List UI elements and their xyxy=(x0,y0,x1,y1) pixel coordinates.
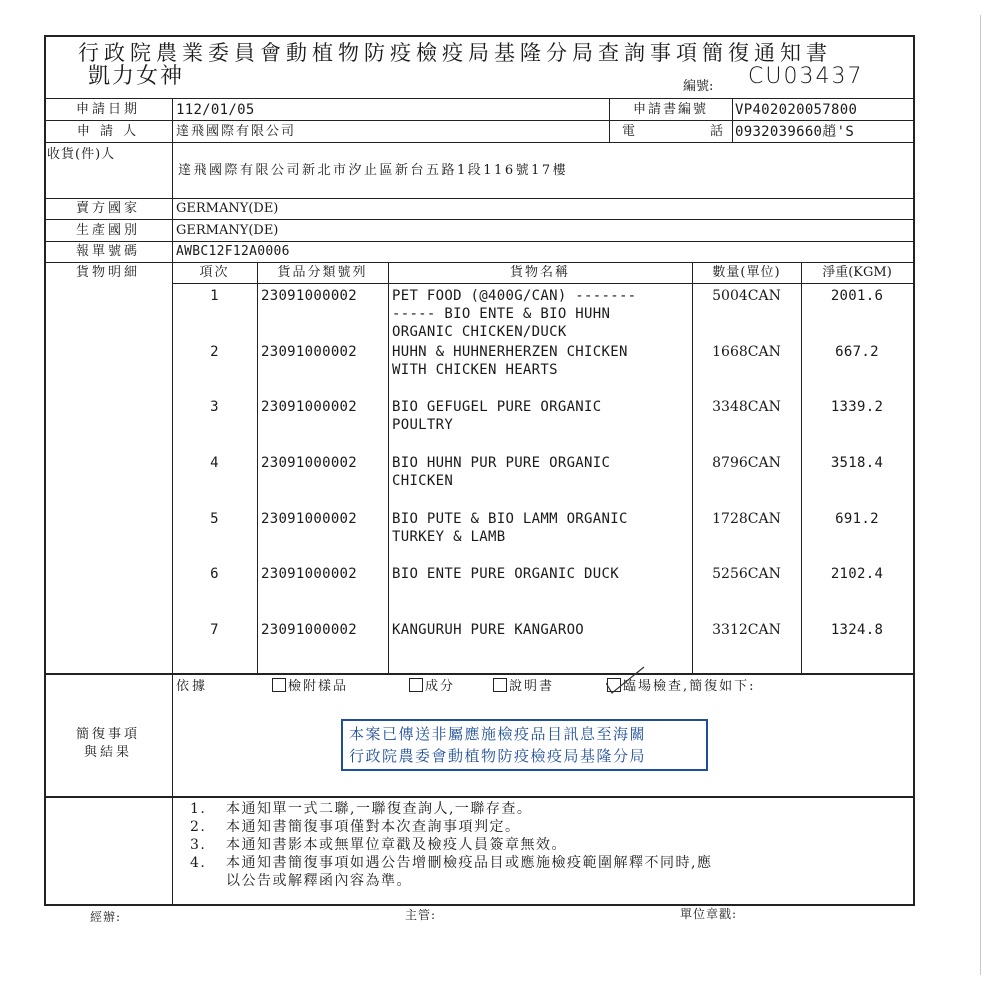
checkbox-ingredients[interactable] xyxy=(409,678,455,696)
item-name-line: CHICKEN xyxy=(392,473,454,489)
phone-label-1: 電 xyxy=(622,124,639,139)
border-top xyxy=(44,35,915,37)
stamp-line-1: 本案已傳送非屬應施檢疫品目訊息至海關 xyxy=(349,725,647,743)
note-item: 1. 本通知單一式二聯,一聯復查詢人,一聯存查。 xyxy=(190,801,533,817)
checkbox-label: 成分 xyxy=(425,679,456,694)
supervisor-signature-label: 主管: xyxy=(405,908,437,922)
phone-label-2: 話 xyxy=(710,124,727,139)
item-number: 1 xyxy=(210,288,219,304)
item-weight: 1324.8 xyxy=(830,622,884,638)
item-number: 2 xyxy=(210,344,219,360)
row-line xyxy=(44,796,915,798)
row-line xyxy=(44,241,915,242)
column-header-name: 貨物名稱 xyxy=(509,265,570,280)
item-name-line: KANGURUH PURE KANGAROO xyxy=(392,622,585,638)
item-weight: 2102.4 xyxy=(830,566,884,582)
seller-country-value: GERMANY(DE) xyxy=(176,201,279,216)
checkbox-attached-sample[interactable] xyxy=(272,678,348,696)
item-name-line: BIO HUHN PUR PURE ORGANIC xyxy=(392,455,611,471)
item-weight: 691.2 xyxy=(835,511,879,527)
column-header-item: 項次 xyxy=(199,265,230,280)
note-item: 3. 本通知書影本或無單位章戳及檢疫人員簽章無效。 xyxy=(190,837,567,853)
item-number: 5 xyxy=(210,511,219,527)
column-divider xyxy=(257,262,258,673)
item-name-line: PET FOOD (@400G/CAN) ------- xyxy=(392,288,637,304)
goods-section-label: 貨物明細 xyxy=(75,265,140,280)
checkbox-onsite-inspection[interactable] xyxy=(607,678,756,696)
application-no-label: 申請書編號 xyxy=(632,102,708,117)
row-line xyxy=(44,673,915,675)
checkbox-label: 說明書 xyxy=(509,679,555,694)
item-quantity: 3312CAN xyxy=(712,622,781,638)
phone-value: 0932039660趙'S xyxy=(735,124,855,140)
item-weight: 2001.6 xyxy=(830,288,884,304)
document-title: 行政院農業委員會動植物防疫檢疫局基隆分局查詢事項簡復通知書 xyxy=(78,41,832,65)
applicant-value: 達飛國際有限公司 xyxy=(176,124,297,139)
result-label-line-2: 與結果 xyxy=(83,745,132,760)
consignee-value: 達飛國際有限公司新北市汐止區新台五路1段116號17樓 xyxy=(178,163,569,178)
column-divider xyxy=(388,262,389,673)
item-code: 23091000002 xyxy=(261,399,358,415)
result-label-line-1: 簡復事項 xyxy=(75,727,140,742)
row-line xyxy=(44,120,915,121)
application-date-label: 申請日期 xyxy=(75,102,140,117)
checkbox-label: 檢附樣品 xyxy=(288,679,349,694)
item-number: 3 xyxy=(210,399,219,415)
row-line xyxy=(172,283,915,284)
row-line xyxy=(44,262,915,263)
quarantine-stamp xyxy=(341,719,708,771)
item-name-line: BIO ENTE PURE ORGANIC DUCK xyxy=(392,566,619,582)
item-name-line: ----- BIO ENTE & BIO HUHN xyxy=(392,306,611,322)
scan-edge-line xyxy=(980,15,981,975)
column-divider xyxy=(732,98,733,142)
row-line xyxy=(44,198,915,199)
border-bottom xyxy=(44,904,915,906)
item-number: 7 xyxy=(210,622,219,638)
row-line xyxy=(44,142,915,143)
item-code: 23091000002 xyxy=(261,344,358,360)
item-name-line: WITH CHICKEN HEARTS xyxy=(392,362,558,378)
declaration-no-label: 報單號碼 xyxy=(75,244,140,259)
document-subtitle: 凱力女神 xyxy=(88,64,185,89)
item-name-line: TURKEY & LAMB xyxy=(392,529,506,545)
unit-seal-label: 單位章戳: xyxy=(680,907,738,921)
item-number: 4 xyxy=(210,455,219,471)
note-item: 2. 本通知書簡復事項僅對本次查詢事項判定。 xyxy=(190,819,521,835)
border-right xyxy=(913,35,915,905)
checkbox-manual[interactable] xyxy=(493,678,554,696)
basis-label: 依據 xyxy=(176,679,209,694)
doc-number-label: 編號: xyxy=(683,79,714,94)
origin-country-label: 生產國別 xyxy=(75,223,140,238)
item-quantity: 5004CAN xyxy=(712,288,781,304)
seller-country-label: 賣方國家 xyxy=(75,201,140,216)
item-number: 6 xyxy=(210,566,219,582)
item-quantity: 1668CAN xyxy=(712,344,781,360)
item-code: 23091000002 xyxy=(261,511,358,527)
application-no-value: VP402020057800 xyxy=(735,102,858,118)
item-weight: 667.2 xyxy=(835,344,879,360)
item-code: 23091000002 xyxy=(261,566,358,582)
border-left xyxy=(44,35,46,905)
item-name-line: HUHN & HUHNERHERZEN CHICKEN xyxy=(392,344,628,360)
stamp-line-2: 行政院農委會動植物防疫檢疫局基隆分局 xyxy=(349,747,647,765)
checkmark-icon xyxy=(606,665,646,695)
item-name-line: ORGANIC CHICKEN/DUCK xyxy=(392,324,567,340)
item-weight: 3518.4 xyxy=(830,455,884,471)
item-code: 23091000002 xyxy=(261,455,358,471)
handler-signature-label: 經辦: xyxy=(90,910,122,924)
checkbox-box[interactable] xyxy=(272,678,286,692)
origin-country-value: GERMANY(DE) xyxy=(176,223,279,238)
application-date-value: 112/01/05 xyxy=(176,102,255,118)
item-code: 23091000002 xyxy=(261,288,358,304)
row-line xyxy=(44,98,915,99)
doc-number: CU03437 xyxy=(748,64,864,89)
item-code: 23091000002 xyxy=(261,622,358,638)
column-header-weight: 淨重(KGM) xyxy=(822,265,892,280)
item-quantity: 8796CAN xyxy=(712,455,781,471)
item-quantity: 1728CAN xyxy=(712,511,781,527)
checkbox-box-checked[interactable] xyxy=(607,678,621,692)
item-name-line: BIO PUTE & BIO LAMM ORGANIC xyxy=(392,511,628,527)
note-item: 4. 本通知書簡復事項如遇公告增刪檢疫品目或應施檢疫範圍解釋不同時,應 xyxy=(190,855,713,871)
column-header-quantity: 數量(單位) xyxy=(712,265,781,280)
item-quantity: 5256CAN xyxy=(712,566,781,582)
note-item: 以公告或解釋函內容為準。 xyxy=(226,873,412,889)
item-weight: 1339.2 xyxy=(830,399,884,415)
item-name-line: BIO GEFUGEL PURE ORGANIC xyxy=(392,399,602,415)
row-line xyxy=(44,219,915,220)
item-quantity: 3348CAN xyxy=(712,399,781,415)
checkbox-box[interactable] xyxy=(493,678,507,692)
consignee-label: 收貨(件)人 xyxy=(47,147,116,162)
item-name-line: POULTRY xyxy=(392,417,454,433)
checkbox-box[interactable] xyxy=(409,678,423,692)
declaration-no-value: AWBC12F12A0006 xyxy=(176,244,290,259)
column-header-code: 貨品分類號列 xyxy=(277,265,368,280)
applicant-label: 申 請 人 xyxy=(76,124,140,139)
checkbox-label: 臨場檢查,簡復如下: xyxy=(623,679,756,694)
label-column-divider xyxy=(172,98,173,904)
